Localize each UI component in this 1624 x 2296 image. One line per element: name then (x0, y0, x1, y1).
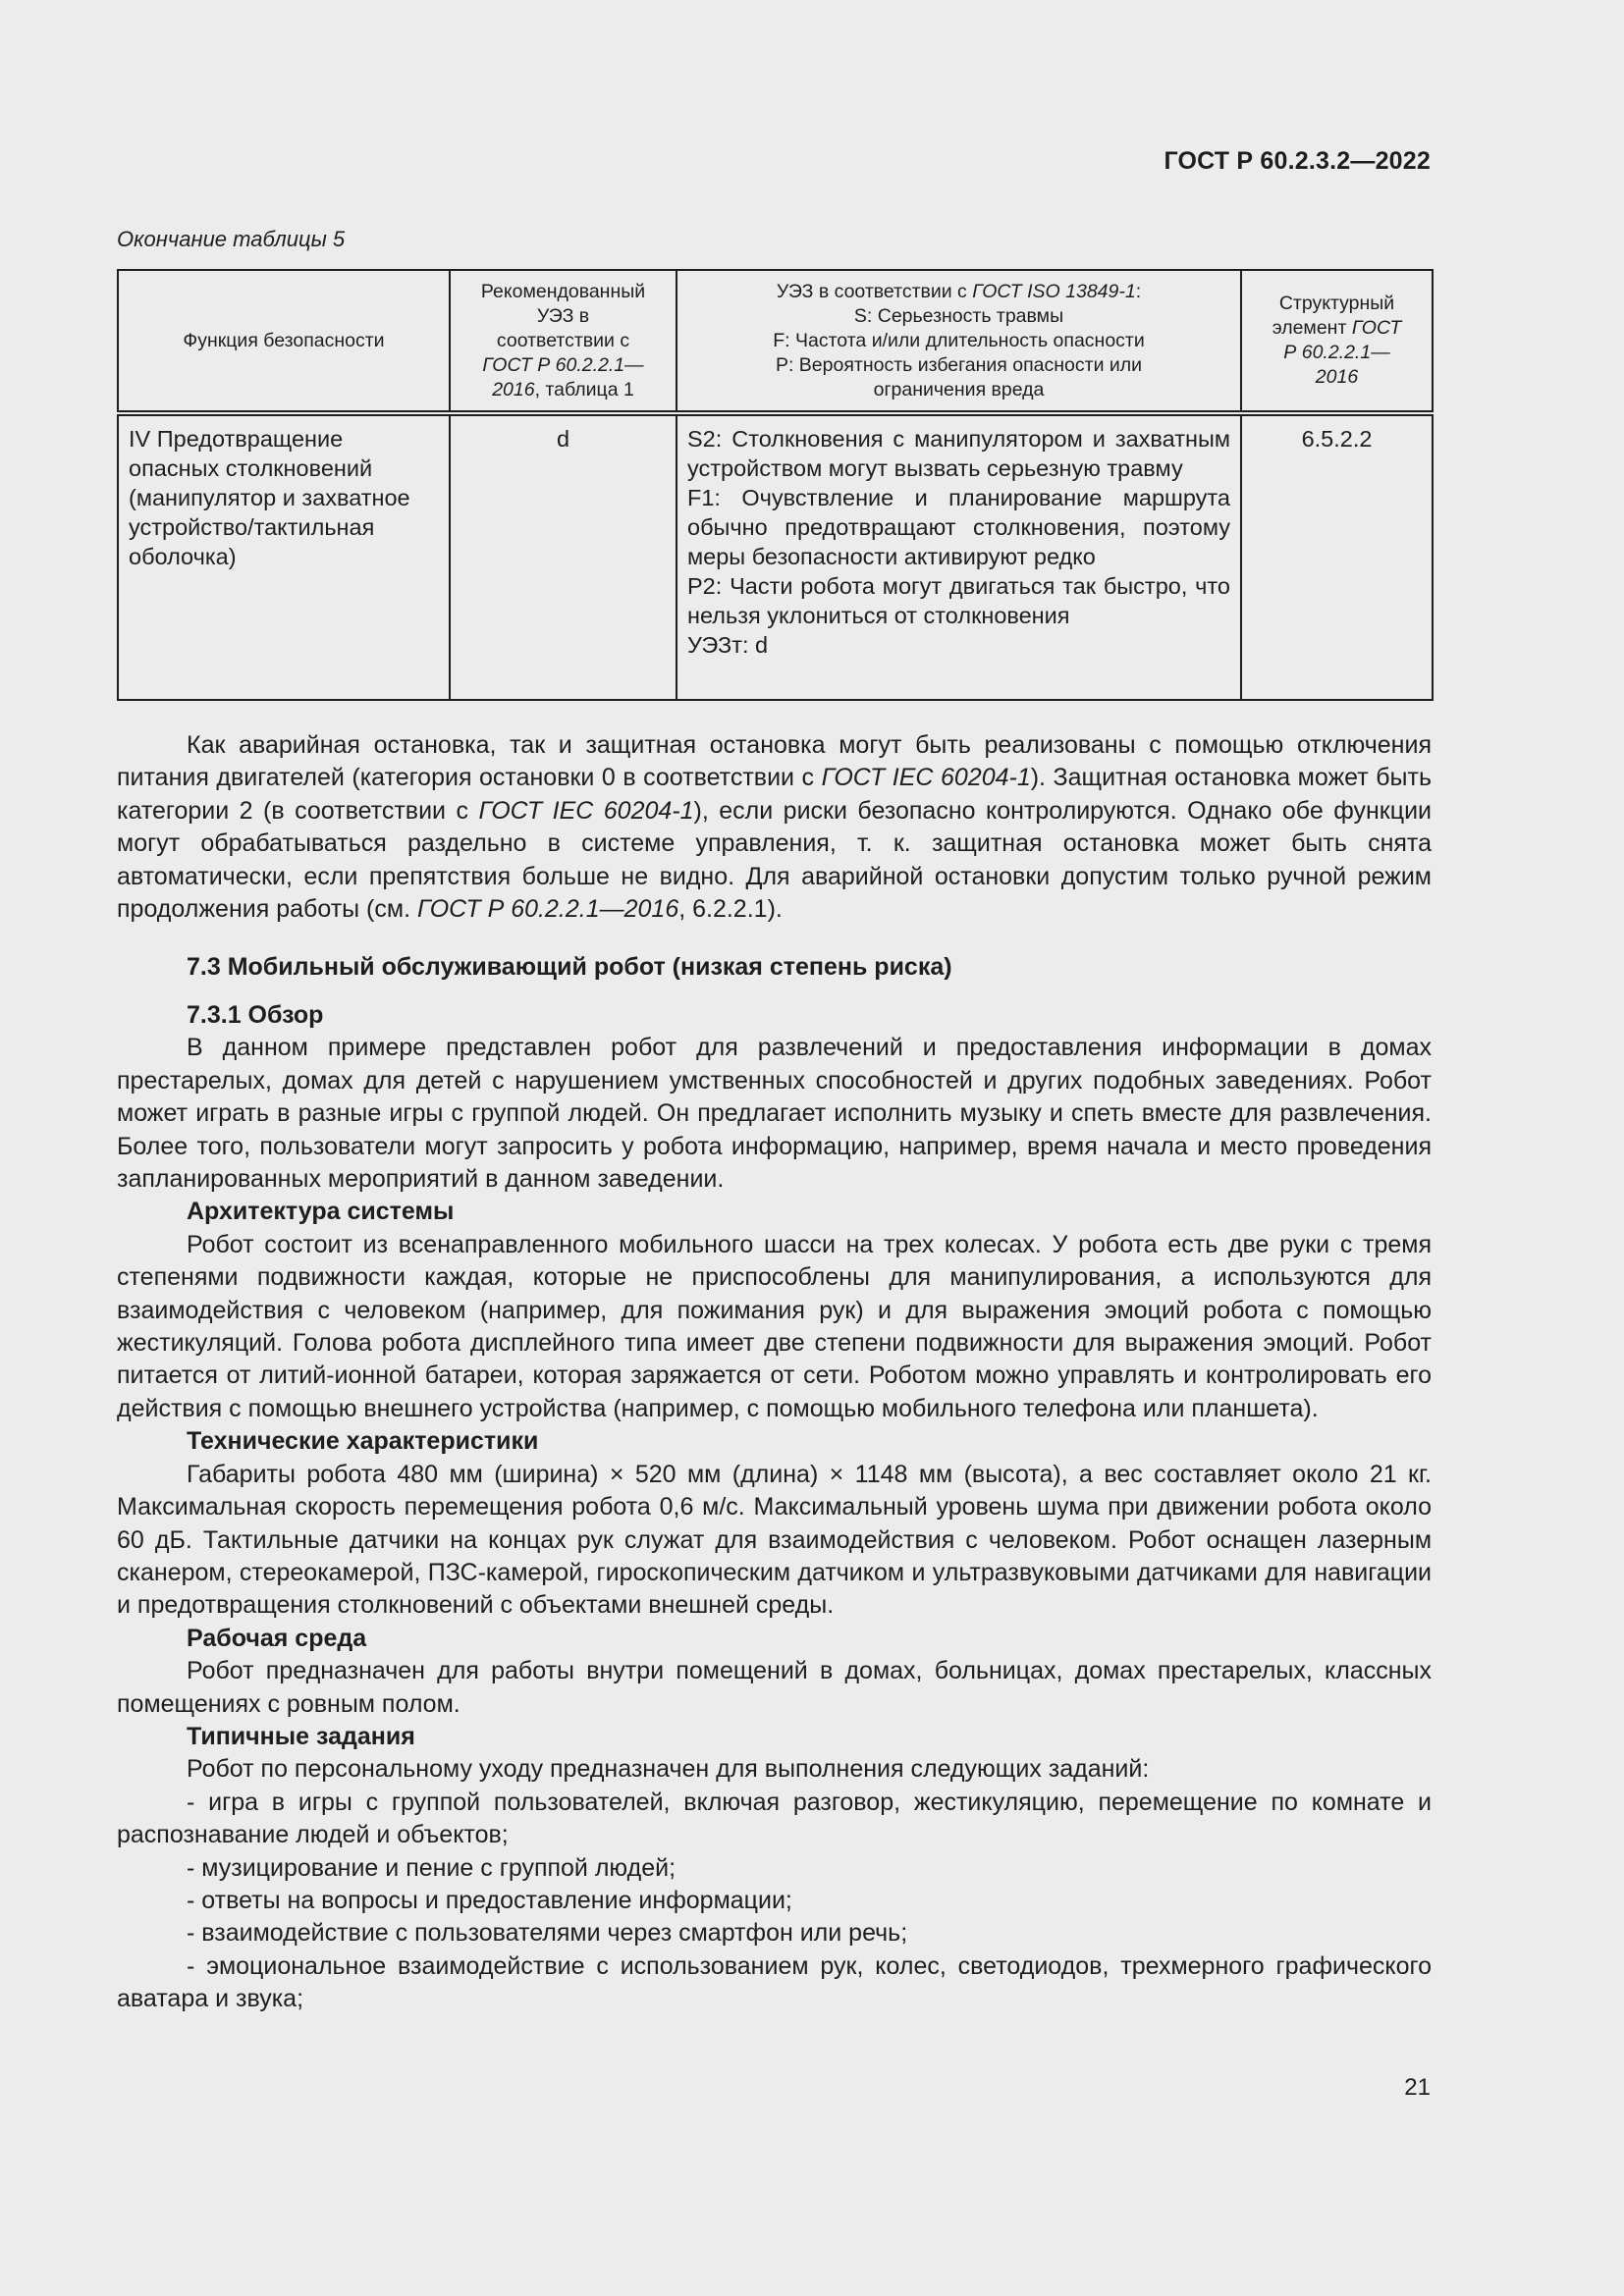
paragraph-stop-categories: Как аварийная остановка, так и защитная остановка могут быть реализованы с помощью отключения питания двигателей (категория остановки 0 в соответствии с ГОСТ IEC 60204-1). Защитная остановка может быть категории 2 (в соответствии с ГОСТ IEC 60204-1), если риски безопасно контролируются. Однако обе функции могут обрабатываться раздельно в системе управления, т. к. защитная остановка может быть снята автоматически, если препятствия больше не видно. Для аварийной остановки допустим только ручной режим продолжения работы (см. ГОСТ Р 60.2.2.1—2016, 6.2.2.1). (117, 731, 1432, 924)
list-item: - взаимодействие с пользователями через смартфон или речь; (187, 1919, 908, 1948)
list-item: - игра в игры с группой пользователей, включая разговор, жестикуляцию, перемещение по комнате и распознавание людей и объектов; (117, 1788, 1432, 1849)
list-item: - ответы на вопросы и предоставление информации; (187, 1886, 792, 1914)
page-number: 21 (1404, 2074, 1431, 2101)
tech-heading: Технические характеристики (187, 1427, 539, 1456)
environment-paragraph: Робот предназначен для работы внутри помещений в домах, больницах, домах престарелых, классных помещениях с ровным полом. (117, 1657, 1432, 1718)
subsection-title: 7.3.1 Обзор (187, 1001, 324, 1029)
header-recommended: Рекомендованный УЭЗ в соответствии с ГОСТ Р 60.2.2.1— 2016, таблица 1 (450, 270, 677, 413)
list-item: - музицирование и пение с группой людей; (187, 1853, 677, 1882)
architecture-heading: Архитектура системы (187, 1198, 455, 1226)
cell-recommended: d (450, 413, 677, 700)
document-code: ГОСТ Р 60.2.3.2—2022 (1164, 147, 1431, 175)
cell-structural: 6.5.2.2 (1241, 413, 1433, 700)
tasks-heading: Типичные задания (187, 1722, 415, 1750)
header-function: Функция безопасности (118, 270, 450, 413)
tech-paragraph: Габариты робота 480 мм (ширина) × 520 мм (длина) × 1148 мм (высота), а вес составляет около 21 кг. Максимальная скорость перемещения робота 0,6 м/с. Максимальный уровень шума при движении робота около 60 дБ. Тактильные датчики на концах рук служат для взаимодействия с человеком. Робот оснащен лазерным сканером, стереокамерой, ПЗС-камерой, гироскопическим датчиком и ультразвуковыми датчиками для навигации и предотвращения столкновений с объектами внешней среды. (117, 1460, 1432, 1620)
architecture-paragraph: Робот состоит из всенаправленного мобильного шасси на трех колесах. У робота есть две руки с тремя степенями подвижности каждая, которые не приспособлены для манипулирования, а используются для взаимодействия с человеком (например, для пожимания рук) и для выражения эмоций робота с помощью жестикуляций. Голова робота дисплейного типа имеет две степени подвижности для выражения эмоций. Робот питается от литий-ионной батареи, которая заряжается от сети. Роботом можно управлять и контролировать его действия с помощью внешнего устройства (например, с помощью мобильного телефона или планшета). (117, 1230, 1432, 1422)
ref-iec-60204-1: ГОСТ IEC 60204-1 (821, 764, 1031, 792)
table-caption: Окончание таблицы 5 (117, 227, 346, 251)
cell-uez: S2: Столкновения с манипулятором и захватным устройством могут вызвать серьезную травму F1: Очувствление и планирование маршрута обычно предотвращают столкновения, поэтому меры безопасности активируют редко P2: Части робота могут двигаться так быстро, что нельзя уклониться от столкновения УЭЗт: d (677, 413, 1241, 700)
header-structural: Структурный элемент ГОСТ Р 60.2.2.1— 2016 (1241, 270, 1433, 413)
cell-function: IV Предотвращение опасных столкновений (манипулятор и захватное устройство/тактильная оболочка) (118, 413, 450, 700)
environment-heading: Рабочая среда (187, 1624, 367, 1652)
list-item: - эмоциональное взаимодействие с использованием рук, колес, светодиодов, трехмерного графического аватара и звука; (117, 1951, 1432, 2013)
table-header-row (118, 270, 1433, 413)
ref-gost-60-2-2-1: ГОСТ Р 60.2.2.1—2016 (416, 895, 679, 924)
header-uez: УЭЗ в соответствии с ГОСТ ISO 13849-1: S: Серьезность травмы F: Частота и/или длительность опасности P: Вероятность избегания опасности или ограничения вреда (677, 270, 1241, 413)
table-5 (117, 269, 1434, 701)
section-body (117, 999, 1432, 2016)
table-row (118, 413, 1433, 700)
ref-iec-60204-1: ГОСТ IEC 60204-1 (478, 796, 694, 825)
section-title: 7.3 Мобильный обслуживающий робот (низкая степень риска) (187, 953, 952, 981)
tasks-intro: Робот по персональному уходу предназначен для выполнения следующих заданий: (187, 1755, 1150, 1784)
overview-paragraph: В данном примере представлен робот для развлечений и предоставления информации в домах престарелых, домах для детей с нарушением умственных способностей и других подобных заведениях. Робот может играть в разные игры с группой людей. Он предлагает исполнить музыку и спеть вместе для развлечения. Более того, пользователи могут запросить у робота информацию, например, время начала и место проведения запланированных мероприятий в данном заведении. (117, 1034, 1432, 1194)
